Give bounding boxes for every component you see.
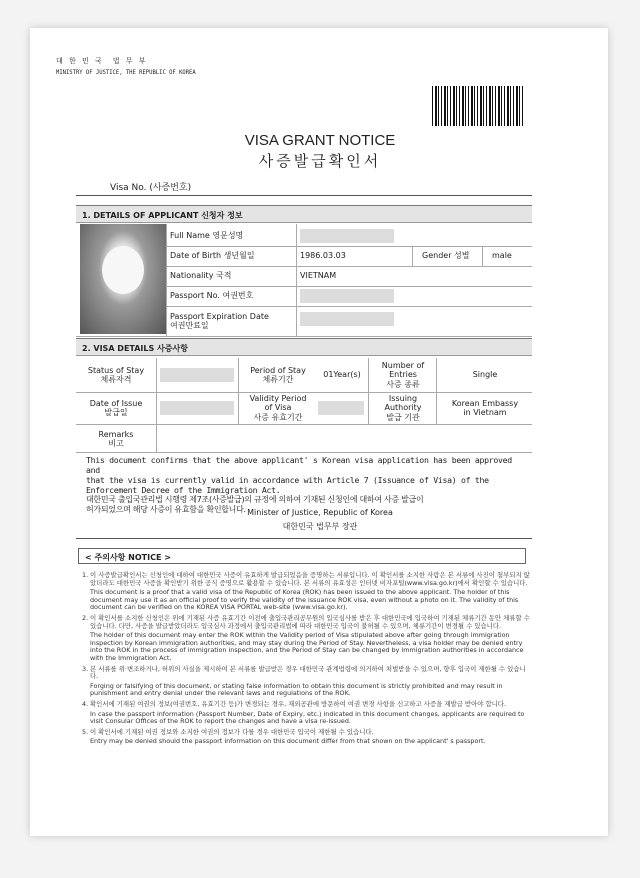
date-of-issue-label [76, 394, 156, 422]
validity-period-label-en-2: of Visa [264, 403, 292, 413]
notice-text-en: Forging or falsifying of this document, or stating false information to obtain this document is strictly prohibited and may result in punishment and entry denial under the relevant laws and regulations of the ROK. [90, 681, 503, 698]
minister-korean: 대한민국 법무부 장관 [282, 522, 358, 531]
notice-number: 4. [82, 699, 89, 708]
status-of-stay-label-en: Status of Stay [87, 365, 145, 375]
confirmation-en-line-1: This document confirms that the above applicant' s Korean visa application has been approved and [86, 455, 512, 475]
nationality-label: Nationality 국적 [170, 271, 232, 281]
minister-english: Minister of Justice, Republic of Korea [247, 508, 393, 517]
redacted-passport-number [300, 289, 394, 303]
passport-expiration-label [170, 307, 296, 335]
confirmation-en-line-2: that the visa is currently valid in accordance with Article 7 (Issuance of Visa) of the [86, 475, 489, 485]
notice-text-ko: 이 확인서를 소지한 신청인은 위에 기재된 사증 유효기간 이전에 출입국관리공무원의 입국심사를 받은 후 대한민국에 입국하여 기재된 체류기간 동안 체류할 수 있습니다. 다만, 사증을 발급받았더라도 입국심사 과정에서 출입국관리법에 따라 대한민국 입국이 불허될 수 있으며, 체류기간이 변경될 수 있습니다. [90, 613, 530, 630]
section-applicant-title: 1. DETAILS OF APPLICANT 신청자 정보 [76, 205, 532, 223]
validity-period-label-en-1: Validity Period [249, 394, 307, 404]
date-of-issue-label-ko: 발급일 [104, 408, 128, 417]
divider [368, 358, 369, 424]
notice-text-ko: 이 사증발급확인서는 신청인에 대하여 대한민국 사증이 유효하게 발급되었음을 증명하는 서류입니다. 이 확인서를 소지한 사람은 본 서류에 사진이 첨부되지 않았더라도 대한민국 사증을 확인받기 위한 공식 증명으로 활용할 수 있습니다. 본 서류의 유효성은 인터넷 비자포털(www.visa.go.kr)에서 확인할 수 있습니다. [90, 571, 530, 587]
number-of-entries-label [370, 358, 436, 392]
notice-text-ko: 확인서에 기재된 여권의 정보(여권번호, 유효기간 등)가 변경되는 경우, 재외공관에 방문하여 여권 변경 사항을 신고하고 사증을 재발급 받아야 합니다. [90, 699, 507, 708]
validity-period-label-ko: 사증 유효기간 [253, 412, 303, 422]
notice-number: 3. [82, 664, 89, 673]
status-of-stay-label [76, 360, 156, 390]
divider [76, 195, 532, 196]
period-of-stay-value: 01Year(s) [323, 370, 361, 380]
confirmation-ko-line-1: 대한민국 출입국관리법 시행령 제7조(사증발급)의 규정에 의하여 기재된 신청인에 대하여 사증 발급이 [86, 495, 424, 504]
title-korean: 사증발급확인서 [258, 152, 382, 170]
full-name-label: Full Name 영문성명 [170, 231, 244, 241]
notice-number: 5. [82, 727, 89, 736]
issuing-authority-label [370, 393, 436, 423]
notice-item [82, 615, 532, 663]
period-of-stay-label [240, 360, 316, 390]
applicant-photo [80, 224, 166, 334]
divider [76, 538, 532, 539]
notice-item [82, 701, 532, 726]
ministry-korean: 대 한 민 국 법 무 부 [56, 57, 148, 65]
divider [166, 224, 167, 336]
dob-label: Date of Birth 생년월일 [170, 251, 255, 261]
divider [156, 358, 157, 452]
redacted-date-of-issue [160, 401, 234, 415]
passport-number-label: Passport No. 여권번호 [170, 291, 254, 301]
divider [238, 358, 239, 424]
notice-item [82, 572, 532, 612]
gender-label: Gender 성별 [422, 251, 470, 261]
confirmation-en-line-3: Enforcement Decree of the Immigration Act. [86, 485, 281, 495]
date-of-issue-label-en: Date of Issue [89, 398, 143, 408]
divider [76, 336, 532, 337]
confirmation-statement [86, 455, 526, 515]
visa-number-label: Visa No. (사증번호) [110, 183, 192, 193]
section-visa-title: 2. VISA DETAILS 사증사항 [76, 338, 532, 356]
title-english: VISA GRANT NOTICE [244, 132, 396, 149]
issuing-authority-value [438, 394, 532, 422]
notice-number: 1. [82, 571, 89, 579]
notice-text-en: The holder of this document may enter the ROK within the Validity period of Visa stipulated above after going through immigration inspection by Korean immigration authorities, and may stay during the Period of Stay. Nevertheless, a visa holder may be denied entry into the ROK in the process of immigration inspection, and the Period of Stay can be changed by immigration authorities in accordance with the Immigration Act. [90, 631, 524, 662]
notice-text-ko: 이 확인서에 기재된 여권 정보와 소지한 여권의 정보가 다를 경우 대한민국 입국이 제한될 수 있습니다. [90, 727, 374, 736]
passport-expiration-label-en: Passport Expiration Date [170, 311, 269, 321]
number-of-entries-value: Single [472, 370, 498, 380]
barcode-image [432, 86, 524, 126]
divider [436, 358, 437, 424]
number-of-entries-label-en-1: Number of [381, 361, 425, 371]
divider [296, 224, 297, 336]
issuing-authority-label-ko: 발급 기관 [386, 412, 420, 422]
blurred-face [102, 246, 144, 294]
issuing-authority-value-2: in Vietnam [463, 408, 507, 417]
redacted-full-name [300, 229, 394, 243]
ministry-english: MINISTRY OF JUSTICE, THE REPUBLIC OF KOREA [56, 68, 196, 76]
issuing-authority-label-en-1: Issuing [388, 394, 418, 404]
divider [412, 246, 413, 266]
remarks-label [76, 426, 156, 452]
issuing-authority-value-1: Korean Embassy [451, 398, 519, 408]
confirmation-ko-line-2: 허가되었으며 해당 사증이 유효함을 확인합니다. [86, 505, 246, 514]
notice-text-en: Entry may be denied should the passport information on this document differ from that shown on the applicant' s passport. [90, 737, 486, 746]
remarks-label-en: Remarks [98, 429, 134, 439]
redacted-status-of-stay [160, 368, 234, 382]
nationality-value: VIETNAM [300, 271, 337, 281]
period-of-stay-label-ko: 체류기간 [262, 375, 294, 384]
dob-value: 1986.03.03 [300, 251, 346, 261]
notice-title: < 주의사항 NOTICE > [78, 548, 526, 564]
passport-expiration-label-ko: 여권만료일 [170, 321, 209, 330]
gender-value: male [492, 251, 512, 261]
period-of-stay-label-en: Period of Stay [250, 365, 306, 375]
divider [76, 424, 532, 425]
redacted-passport-expiration [300, 312, 394, 326]
validity-period-label [240, 393, 316, 423]
redacted-validity-period [318, 401, 364, 415]
issuing-authority-label-en-2: Authority [384, 403, 422, 413]
notice-list [82, 572, 532, 749]
number-of-entries-label-en-2: Entries [389, 370, 417, 380]
notice-text-ko: 본 서류를 위·변조하거나, 허위의 사실을 제시하여 본 서류를 발급받은 경우 대한민국 관계법령에 의거하여 처벌받을 수 있으며, 향후 입국이 제한될 수 있습니다. [90, 664, 526, 681]
notice-item [82, 729, 532, 746]
number-of-entries-label-ko: 사증 종류 [386, 379, 420, 389]
notice-text-en: In case the passport information (Passport Number, Date of Expiry, etc.) indicated in this document changes, applicants are required to visit Consular Offices of the ROK to report the changes and have a visa re-issued. [90, 709, 525, 726]
notice-text-en: This document is a proof that a valid visa of the Republic of Korea (ROK) has been issued to the above applicant. The holder of this document may use it as an official proof to verify the validity of the issuance ROK visa, even without a photo on it. The validity of this document can be verified on the KOREA VISA PORTAL web-site (www.visa.go.kr). [90, 588, 519, 612]
notice-item [82, 666, 532, 698]
divider [76, 452, 532, 453]
remarks-label-ko: 비고 [108, 439, 124, 448]
status-of-stay-label-ko: 체류자격 [100, 375, 132, 384]
notice-number: 2. [82, 613, 89, 622]
divider [482, 246, 483, 266]
